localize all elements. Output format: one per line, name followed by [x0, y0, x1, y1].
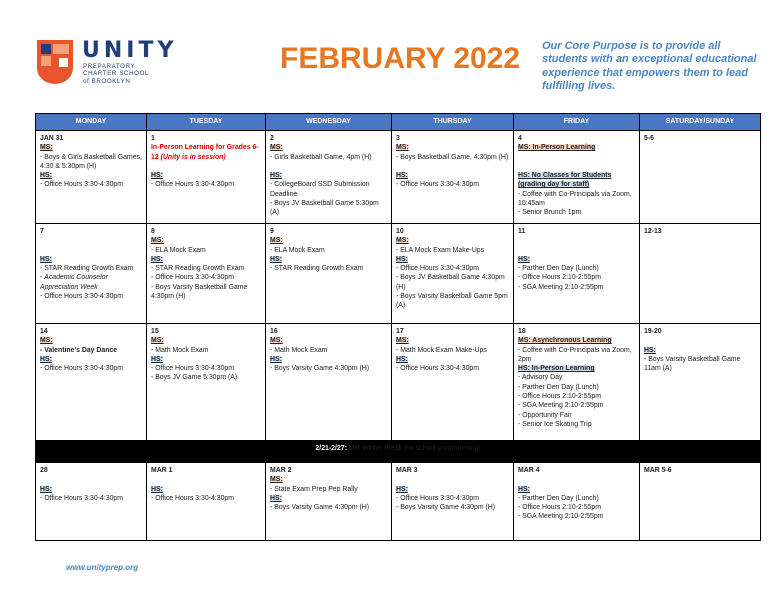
- week-row: [36, 224, 761, 324]
- day-cell: 11 HS: - Parther Den Day (Lunch) - Office Hours 2:10-2:55pm - SGA Meeting 2:10-2:55pm: [514, 224, 640, 324]
- weekday-header-row: [36, 114, 761, 131]
- day-cell: MAR 1 HS: - Office Hours 3:30-4:30pm: [147, 463, 266, 541]
- header-wednesday: WEDNESDAY: [266, 114, 392, 131]
- core-purpose-text: Our Core Purpose is to provide all students with an exceptional educational experience that empowers them to lead fulfilling lives.: [542, 40, 757, 93]
- week-row: [36, 463, 761, 541]
- week-row: [36, 324, 761, 441]
- header-thursday: THURSDAY: [392, 114, 514, 131]
- header: [0, 0, 780, 112]
- website-link[interactable]: www.unityprep.org: [66, 563, 139, 572]
- day-cell: 5-6: [640, 131, 761, 224]
- day-cell: 3 MS: - Boys Basketball Game, 4:30pm (H) HS: - Office Hours 3:30-4:30pm: [392, 131, 514, 224]
- day-cell: MAR 2 MS: - State Exam Prep Pep Rally HS: - Boys Varsity Game 4:30pm (H): [266, 463, 392, 541]
- logo-subtitle: PREPARATORY CHARTER SCHOOL of BROOKLYN: [83, 63, 150, 85]
- unity-logo-icon: [37, 40, 73, 84]
- day-cell: 7 HS: - STAR Reading Growth Exam - Academic Counselor Appreciation Week - Office Hours 3:30-4:30pm: [36, 224, 147, 324]
- day-cell: 4 MS: In-Person Learning HS: No Classes for Students (grading day for staff) - Coffee with Co-Principals via Zoom, 10:45am - Senior Brunch 1pm: [514, 131, 640, 224]
- header-monday: MONDAY: [36, 114, 147, 131]
- day-cell: MAR 5-6: [640, 463, 761, 541]
- day-cell: 28 HS: - Office Hours 3:30-4:30pm: [36, 463, 147, 541]
- day-cell: JAN 31 MS: - Boys & Girls Basketball Games, 4:30 & 5:30pm (H) HS: - Office Hours 3:30-4:30pm: [36, 131, 147, 224]
- mid-winter-break-row: [36, 441, 761, 463]
- day-cell: 15 MS: - Math Mock Exam HS: - Office Hours 3:30-4:30pm - Boys JV Game 5:30pm (A): [147, 324, 266, 441]
- day-cell: 1 In-Person Learning for Grades 6-12 (Unity is in session) HS: - Office Hours 3:30-4:30pm: [147, 131, 266, 224]
- day-cell: 12-13: [640, 224, 761, 324]
- day-cell: MAR 4 HS: - Parther Den Day (Lunch) - Office Hours 2:10-2:55pm - SGA Meeting 2:10-2:55pm: [514, 463, 640, 541]
- day-cell: 17 MS: - Math Mock Exam Make-Ups HS: - Office Hours 3:30-4:30pm: [392, 324, 514, 441]
- day-cell: 18 MS: Asynchronous Learning - Coffee with Co-Principals via Zoom, 2pm HS: In-Person Learning - Advisory Day - Parther Den Day (Lunch) - Office Hours 2:10-2:55pm - SGA Meeting 2:10-2:55pm - Opportunity Fair - Senior Ice Skating Trip: [514, 324, 640, 441]
- day-cell: 8 MS: - ELA Mock Exam HS: - STAR Reading Growth Exam - Office Hours 3:30-4:30pm - Boys Varsity Basketball Game 4:30pm (H): [147, 224, 266, 324]
- header-weekend: SATURDAY/SUNDAY: [640, 114, 761, 131]
- header-friday: FRIDAY: [514, 114, 640, 131]
- day-cell: MAR 3 HS: - Office Hours 3:30-4:30pm - Boys Varsity Game 4:30pm (H): [392, 463, 514, 541]
- header-tuesday: TUESDAY: [147, 114, 266, 131]
- day-cell: 9 MS: - ELA Mock Exam HS: - STAR Reading Growth Exam: [266, 224, 392, 324]
- logo-wordmark: UNITY: [82, 38, 178, 63]
- school-logo[interactable]: [37, 40, 177, 86]
- page-title: FEBRUARY 2022: [280, 42, 521, 75]
- day-cell: 19-20 HS: - Boys Varsity Basketball Game 11am (A): [640, 324, 761, 441]
- day-cell: 14 MS: - Valentine's Day Dance HS: - Office Hours 3:30-4:30pm: [36, 324, 147, 441]
- week-row: [36, 131, 761, 224]
- calendar-table: [35, 113, 761, 541]
- day-cell: 16 MS: - Math Mock Exam HS: - Boys Varsity Game 4:30pm (H): [266, 324, 392, 441]
- day-cell: 2 MS: - Girls Basketball Game, 4pm (H) HS: - CollegeBoard SSD Submission Deadline - Boys JV Basketball Game 5:30pm (A): [266, 131, 392, 224]
- break-banner: 2/21-2/27: Mid-Winter Break (no school programming): [36, 441, 761, 463]
- day-cell: 10 MS: - ELA Mock Exam Make-Ups HS: - Office Hours 3:30-4:30pm - Boys JV Basketball Game 4:30pm (H) - Boys Varsity Basketball Game 5pm (A): [392, 224, 514, 324]
